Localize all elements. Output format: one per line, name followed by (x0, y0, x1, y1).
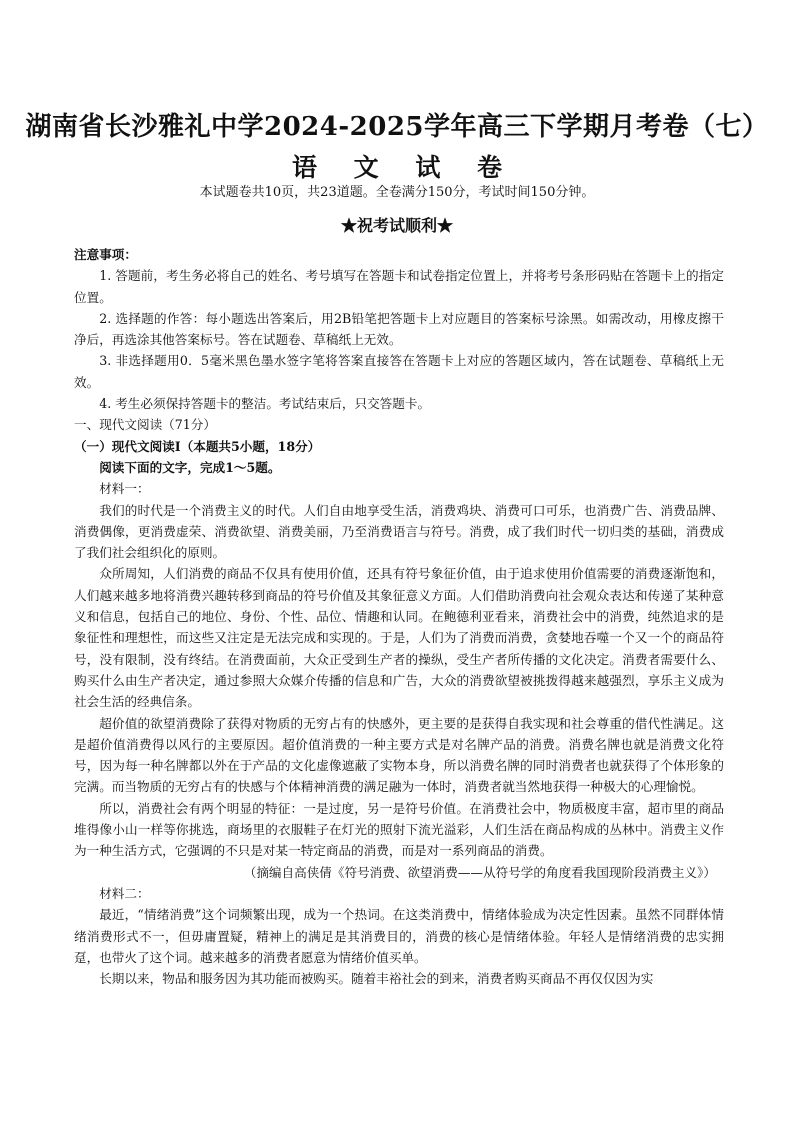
passage-paragraph: 众所周知，人们消费的商品不仅具有使用价值，还具有符号象征价值，由于追求使用价值需要的消费逐渐饱和，人们越来越多地将消费兴趣转移到商品的符号价值及其象征意义方面。人们借助消费向社会观众表达和传递了某种意义和信息，包括自己的地位、身份、个性、品位、情趣和认同。在鲍德利亚看来，消费社会中的消费，纯然追求的是象征性和理想性，而这些又注定是无法完成和实现的。于是，人们为了消费而消费，贪婪地吞噬一个又一个的商品符号，没有限制，没有终结。在消费面前，大众正受到生产者的操纵，受生产者所传播的文化决定。消费者需要什么、购买什么由生产者决定，通过参照大众媒介传播的信息和广告，大众的消费欲望被挑拨得越来越强烈，享乐主义成为社会生活的经典信条。 (74, 566, 724, 710)
exam-info: 本试题卷共10页，共23道题。全卷满分150分，考试时间150分钟。 (199, 185, 595, 200)
notice-item: 3. 非选择题用0．5毫米黑色墨水签字笔将答案直接答在答题卡上对应的答题区域内，答在试题卷、草稿纸上无效。 (74, 353, 724, 390)
passage-paragraph: 超价值的欲望消费除了获得对物质的无穷占有的快感外，更主要的是获得自我实现和社会尊重的借代性满足。这是超价值消费得以风行的主要原因。超价值消费的一种主要方式是对名牌产品的消费。消费名牌也就是消费文化符号，因为每一种名牌都以外在于产品的文化虚像遮蔽了实物本身，所以消费名牌的同时消费者也就获得了个体形象的完满。而当物质的无穷占有的快感与个体精神消费的满足融为一体时，消费者就当然地获得一种极大的心理愉悦。 (74, 715, 724, 795)
part-heading: （一）现代文阅读Ⅰ（本题共5小题，18分） (74, 438, 321, 454)
notice-heading: 注意事项： (74, 247, 137, 262)
exam-title: 湖南省长沙雅礼中学2024-2025学年高三下学期月考卷（七） (25, 112, 769, 142)
passage-paragraph: 最近，“情绪消费”这个词频繁出现，成为一个热词。在这类消费中，情绪体验成为决定性因素。虽然不同群体情绪消费形式不一，但毋庸置疑，精神上的满足是其消费目的，消费的核心是情绪体验。年轻人是情绪消费的忠实拥趸，也带火了这个词。越来越多的消费者愿意为情绪价值买单。 (74, 907, 724, 965)
reading-instruction: 阅读下面的文字，完成1～5题。 (99, 459, 281, 475)
passage-paragraph: 所以，消费社会有两个明显的特征：一是过度，另一是符号价值。在消费社会中，物质极度丰富，超市里的商品堆得像小山一样等你挑选，商场里的衣服鞋子在灯光的照射下流光溢彩，人们生活在商品构成的丛林中。消费主义作为一种生活方式，它强调的不只是对某一特定商品的消费，而是对一系列商品的消费。 (74, 800, 724, 859)
material-label: 材料二： (99, 885, 150, 901)
exam-content (74, 244, 724, 989)
notice-item: 1. 答题前，考生务必将自己的姓名、考号填写在答题卡和试卷指定位置上，并将考号条形码贴在答题卡上的指定位置。 (74, 268, 724, 305)
notice-item: 4. 考生必须保持答题卡的整洁。考试结束后，只交答题卡。 (99, 396, 431, 412)
notice-item: 2. 选择题的作答：每小题选出答案后，用2B铅笔把答题卡上对应题目的答案标号涂黑。如需改动，用橡皮擦干净后，再选涂其他答案标号。答在试题卷、草稿纸上无效。 (74, 310, 724, 348)
good-luck-banner: ★祝考试顺利★ (340, 216, 453, 235)
passage-paragraph: 我们的时代是一个消费主义的时代。人们自由地享受生活，消费鸡块、消费可口可乐，也消费广告、消费品牌、消费偶像，更消费虚荣、消费欲望、消费美丽，乃至消费语言与符号。消费，成了我们时代一切归类的基础，消费成了我们社会组织化的原则。 (74, 502, 724, 561)
material-label: 材料一： (99, 481, 150, 497)
subject-title: 语 文 试 卷 (291, 153, 517, 182)
passage-paragraph: 长期以来，物品和服务因为其功能而被购买。随着丰裕社会的到来，消费者购买商品不再仅仅因为实 (99, 971, 654, 987)
passage-source: （摘编自高侠倩《符号消费、欲望消费——从符号学的角度看我国现阶段消费主义》） (243, 864, 716, 880)
section-heading: 一、现代文阅读（71分） (74, 417, 216, 433)
